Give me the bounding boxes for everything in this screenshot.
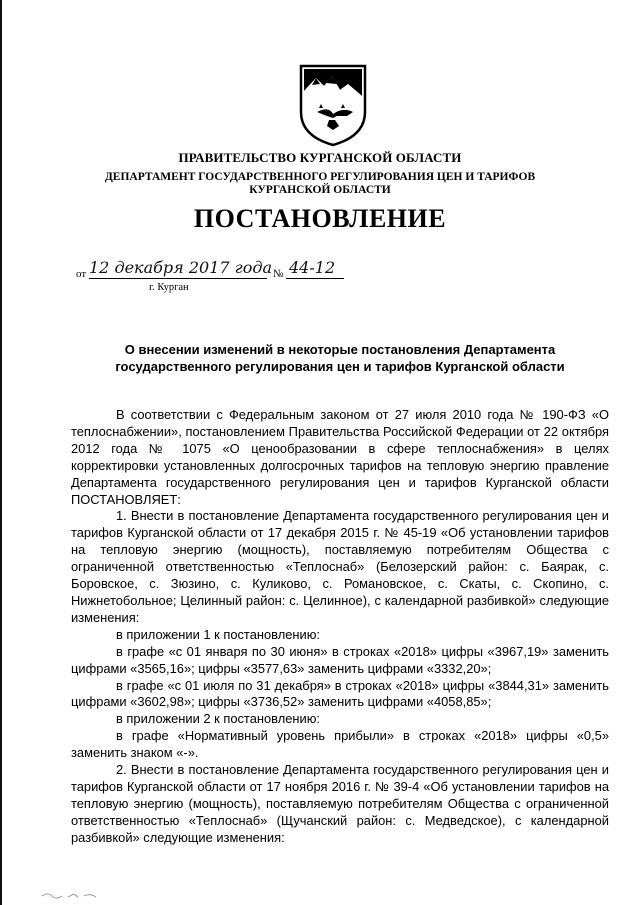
paragraph-item-1: 1. Внести в постановление Департамента государственного регулирования цен и тарифов Курганской области от 17 декабря 2015 г. № 45-19 «Об установлении тарифов на тепловую энергию (мощность), поставляемую потребителям Общества с ограниченной ответственностью «Теплоснаб» (Белозерский район: с. Баярак, с. Боровское, с. Зюзино, с. Куликово, с. Романовское, с. Скаты, с. Скопино, с. Нижнетобольное; Целинный район: с. Целинное), с календарной разбивкой» следующие изменения: [71,508,609,625]
document-type-title: ПОСТАНОВЛЕНИЕ [193,204,447,233]
scan-mark [40,890,120,900]
dateline [76,258,376,298]
paragraph-change-profit: в графе «Нормативный уровень прибыли» в строках «2018» цифры «0,5» заменить знаком «-». [71,728,609,761]
paragraph-appendix-1: в приложении 1 к постановлению: [116,626,320,642]
date-from-label: от [76,268,87,280]
document-subject: О внесении изменений в некоторые постановления Департамента государственного регулирования цен и тарифов Курганской области [115,342,565,374]
paragraph-change-jul-dec: в графе «с 01 июля по 31 декабря» в строках «2018» цифры «3844,31» заменить цифрами «3602,98»; цифры «3736,52» заменить цифрами «4058,85»; [71,677,609,710]
department-name-line2: КУРГАНСКОЙ ОБЛАСТИ [249,184,391,196]
number-underline [286,278,344,279]
scan-edge [0,0,2,905]
number-label: № [273,268,284,280]
department-name [0,171,640,197]
department-name-line1: ДЕПАРТАМЕНТ ГОСУДАРСТВЕННОГО РЕГУЛИРОВАНИЯ ЦЕН И ТАРИФОВ [104,171,536,183]
date-underline [89,278,267,279]
city-label: г. Курган [149,282,189,293]
document-body [71,407,609,847]
government-name: ПРАВИТЕЛЬСТВО КУРГАНСКОЙ ОБЛАСТИ [178,150,462,165]
handwritten-date: 12 декабря 2017 года [89,258,273,277]
handwritten-number: 44-12 [289,258,336,277]
paragraph-change-jan-jun: в графе «с 01 января по 30 июня» в строках «2018» цифры «3967,19» заменить цифрами «3565,16»; цифры «3577,63» заменить цифрами «3332,20»; [71,643,609,676]
paragraph-item-2: 2. Внести в постановление Департамента государственного регулирования цен и тарифов Курганской области от 17 ноября 2016 г. № 39-4 «Об установлении тарифов на тепловую энергию (мощность), поставляемую потребителям Общества с ограниченной ответственностью «Теплоснаб» (Щучанский район: с. Медведское), с календарной разбивкой» следующие изменения: [71,762,609,845]
paragraph-appendix-2: в приложении 2 к постановлению: [116,711,320,727]
coat-of-arms-icon [299,64,367,147]
paragraph-preamble: В соответствии с Федеральным законом от 27 июля 2010 года № 190-ФЗ «О теплоснабжении», постановлением Правительства Российской Федерации от 22 октября 2012 года № 1075 «О ценообразовании в сфере теплоснабжения» в целях корректировки установленных долгосрочных тарифов на тепловую энергию правление Департамента государственного регулирования цен и тарифов Курганской области ПОСТАНОВЛЯЕТ: [71,407,609,507]
